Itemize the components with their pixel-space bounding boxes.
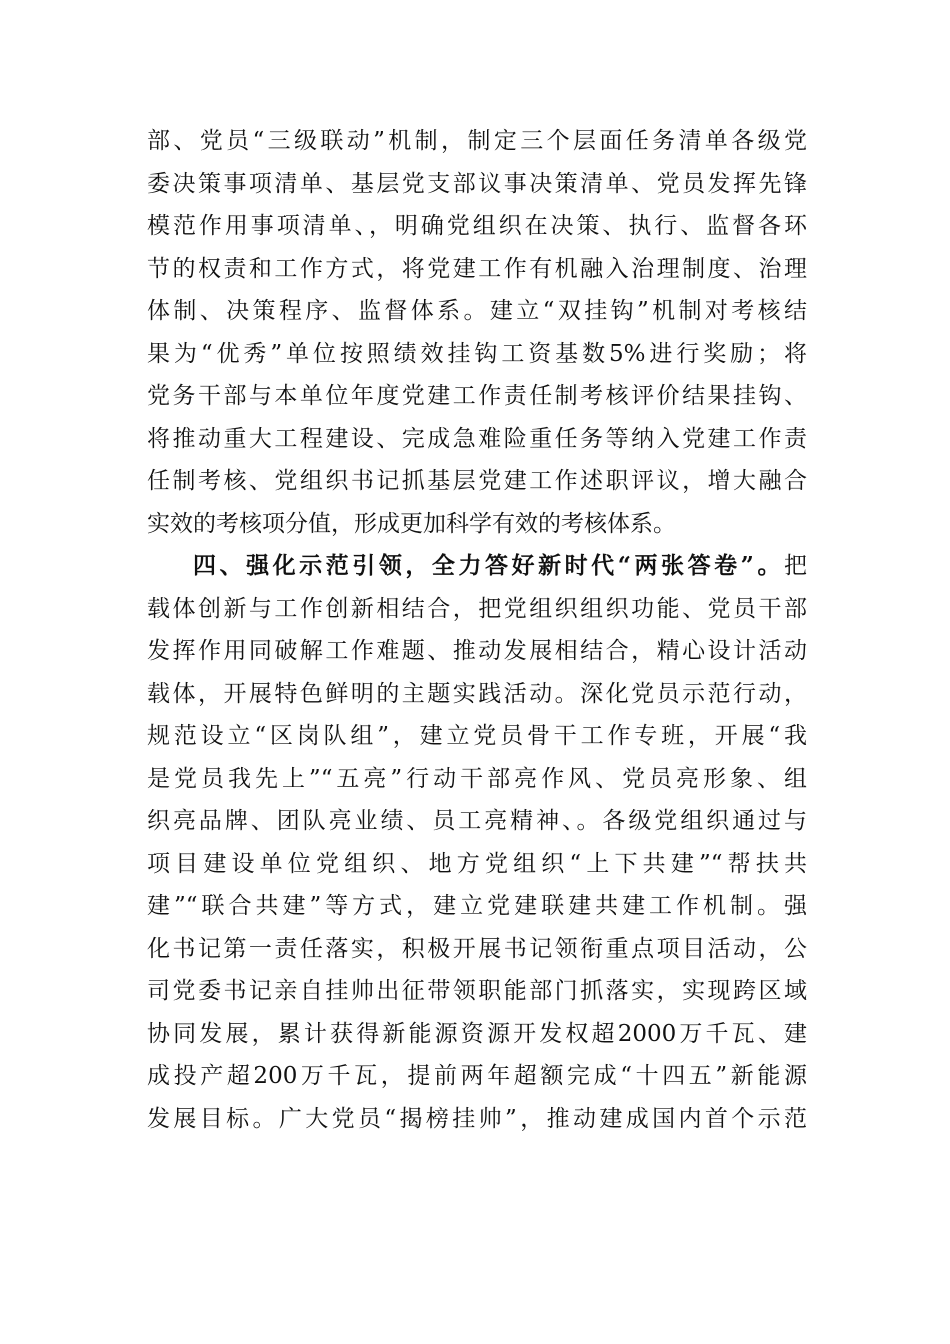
- paragraph-1-line: 将推动重大工程建设、完成急难险重任务等纳入党建工作责: [147, 425, 807, 452]
- paragraph-2-line: 司党委书记亲自挂帅出征带领职能部门抓落实，实现跨区域: [147, 978, 807, 1004]
- paragraph-1-line: 委决策事项清单、基层党支部议事决策清单、党员发挥先锋: [147, 170, 807, 197]
- paragraph-2: [147, 545, 807, 1140]
- paragraph-1: [147, 120, 807, 545]
- paragraph-2-line: 规范设立“区岗队组”，建立党员骨干工作专班，开展“我: [147, 723, 807, 749]
- paragraph-2-line: 载体，开展特色鲜明的主题实践活动。深化党员示范行动，: [147, 680, 807, 707]
- paragraph-1-line: 部、党员“三级联动”机制，制定三个层面任务清单各级党: [147, 128, 807, 154]
- paragraph-2-line: 载体创新与工作创新相结合，把党组织组织功能、党员干部: [147, 595, 807, 622]
- paragraph-2-line: 协同发展，累计获得新能源资源开发权超2000万千瓦、建: [147, 1020, 807, 1047]
- paragraph-1-line: 党务干部与本单位年度党建工作责任制考核评价结果挂钩、: [147, 383, 807, 409]
- paragraph-2-line: 是党员我先上”“五亮”行动干部亮作风、党员亮形象、组: [147, 765, 807, 792]
- body-text: [147, 120, 807, 1140]
- section-heading: 四、强化示范引领，全力答好新时代“两张答卷”。: [193, 552, 784, 579]
- paragraph-2-line: 建”“联合共建”等方式，建立党建联建共建工作机制。强: [147, 893, 807, 919]
- paragraph-2-line: 项目建设单位党组织、地方党组织“上下共建”“帮扶共: [147, 850, 807, 877]
- paragraph-1-line: 体制、决策程序、监督体系。建立“双挂钩”机制对考核结: [147, 298, 807, 324]
- paragraph-2-line: 化书记第一责任落实，积极开展书记领衔重点项目活动，公: [147, 935, 807, 962]
- paragraph-2-line: 成投产超200万千瓦，提前两年超额完成“十四五”新能源: [147, 1063, 807, 1089]
- paragraph-2-first-line-rest: 把: [784, 553, 807, 579]
- paragraph-2-line: 发挥作用同破解工作难题、推动发展相结合，精心设计活动: [147, 638, 807, 664]
- paragraph-1-line: 果为“优秀”单位按照绩效挂钩工资基数5%进行奖励；将: [147, 340, 807, 367]
- paragraph-1-line: 实效的考核项分值，形成更加科学有效的考核体系。: [147, 510, 676, 537]
- paragraph-1-line: 模范作用事项清单、，明确党组织在决策、执行、监督各环: [147, 213, 807, 239]
- paragraph-1-line: 节的权责和工作方式，将党建工作有机融入治理制度、治理: [147, 255, 807, 282]
- paragraph-2-first-line: [147, 545, 807, 588]
- paragraph-2-line: 织亮品牌、团队亮业绩、员工亮精神、。各级党组织通过与: [147, 808, 807, 834]
- paragraph-2-line: 发展目标。广大党员“揭榜挂帅”，推动建成国内首个示范: [147, 1105, 807, 1132]
- paragraph-1-line: 任制考核、党组织书记抓基层党建工作述职评议，增大融合: [147, 468, 807, 494]
